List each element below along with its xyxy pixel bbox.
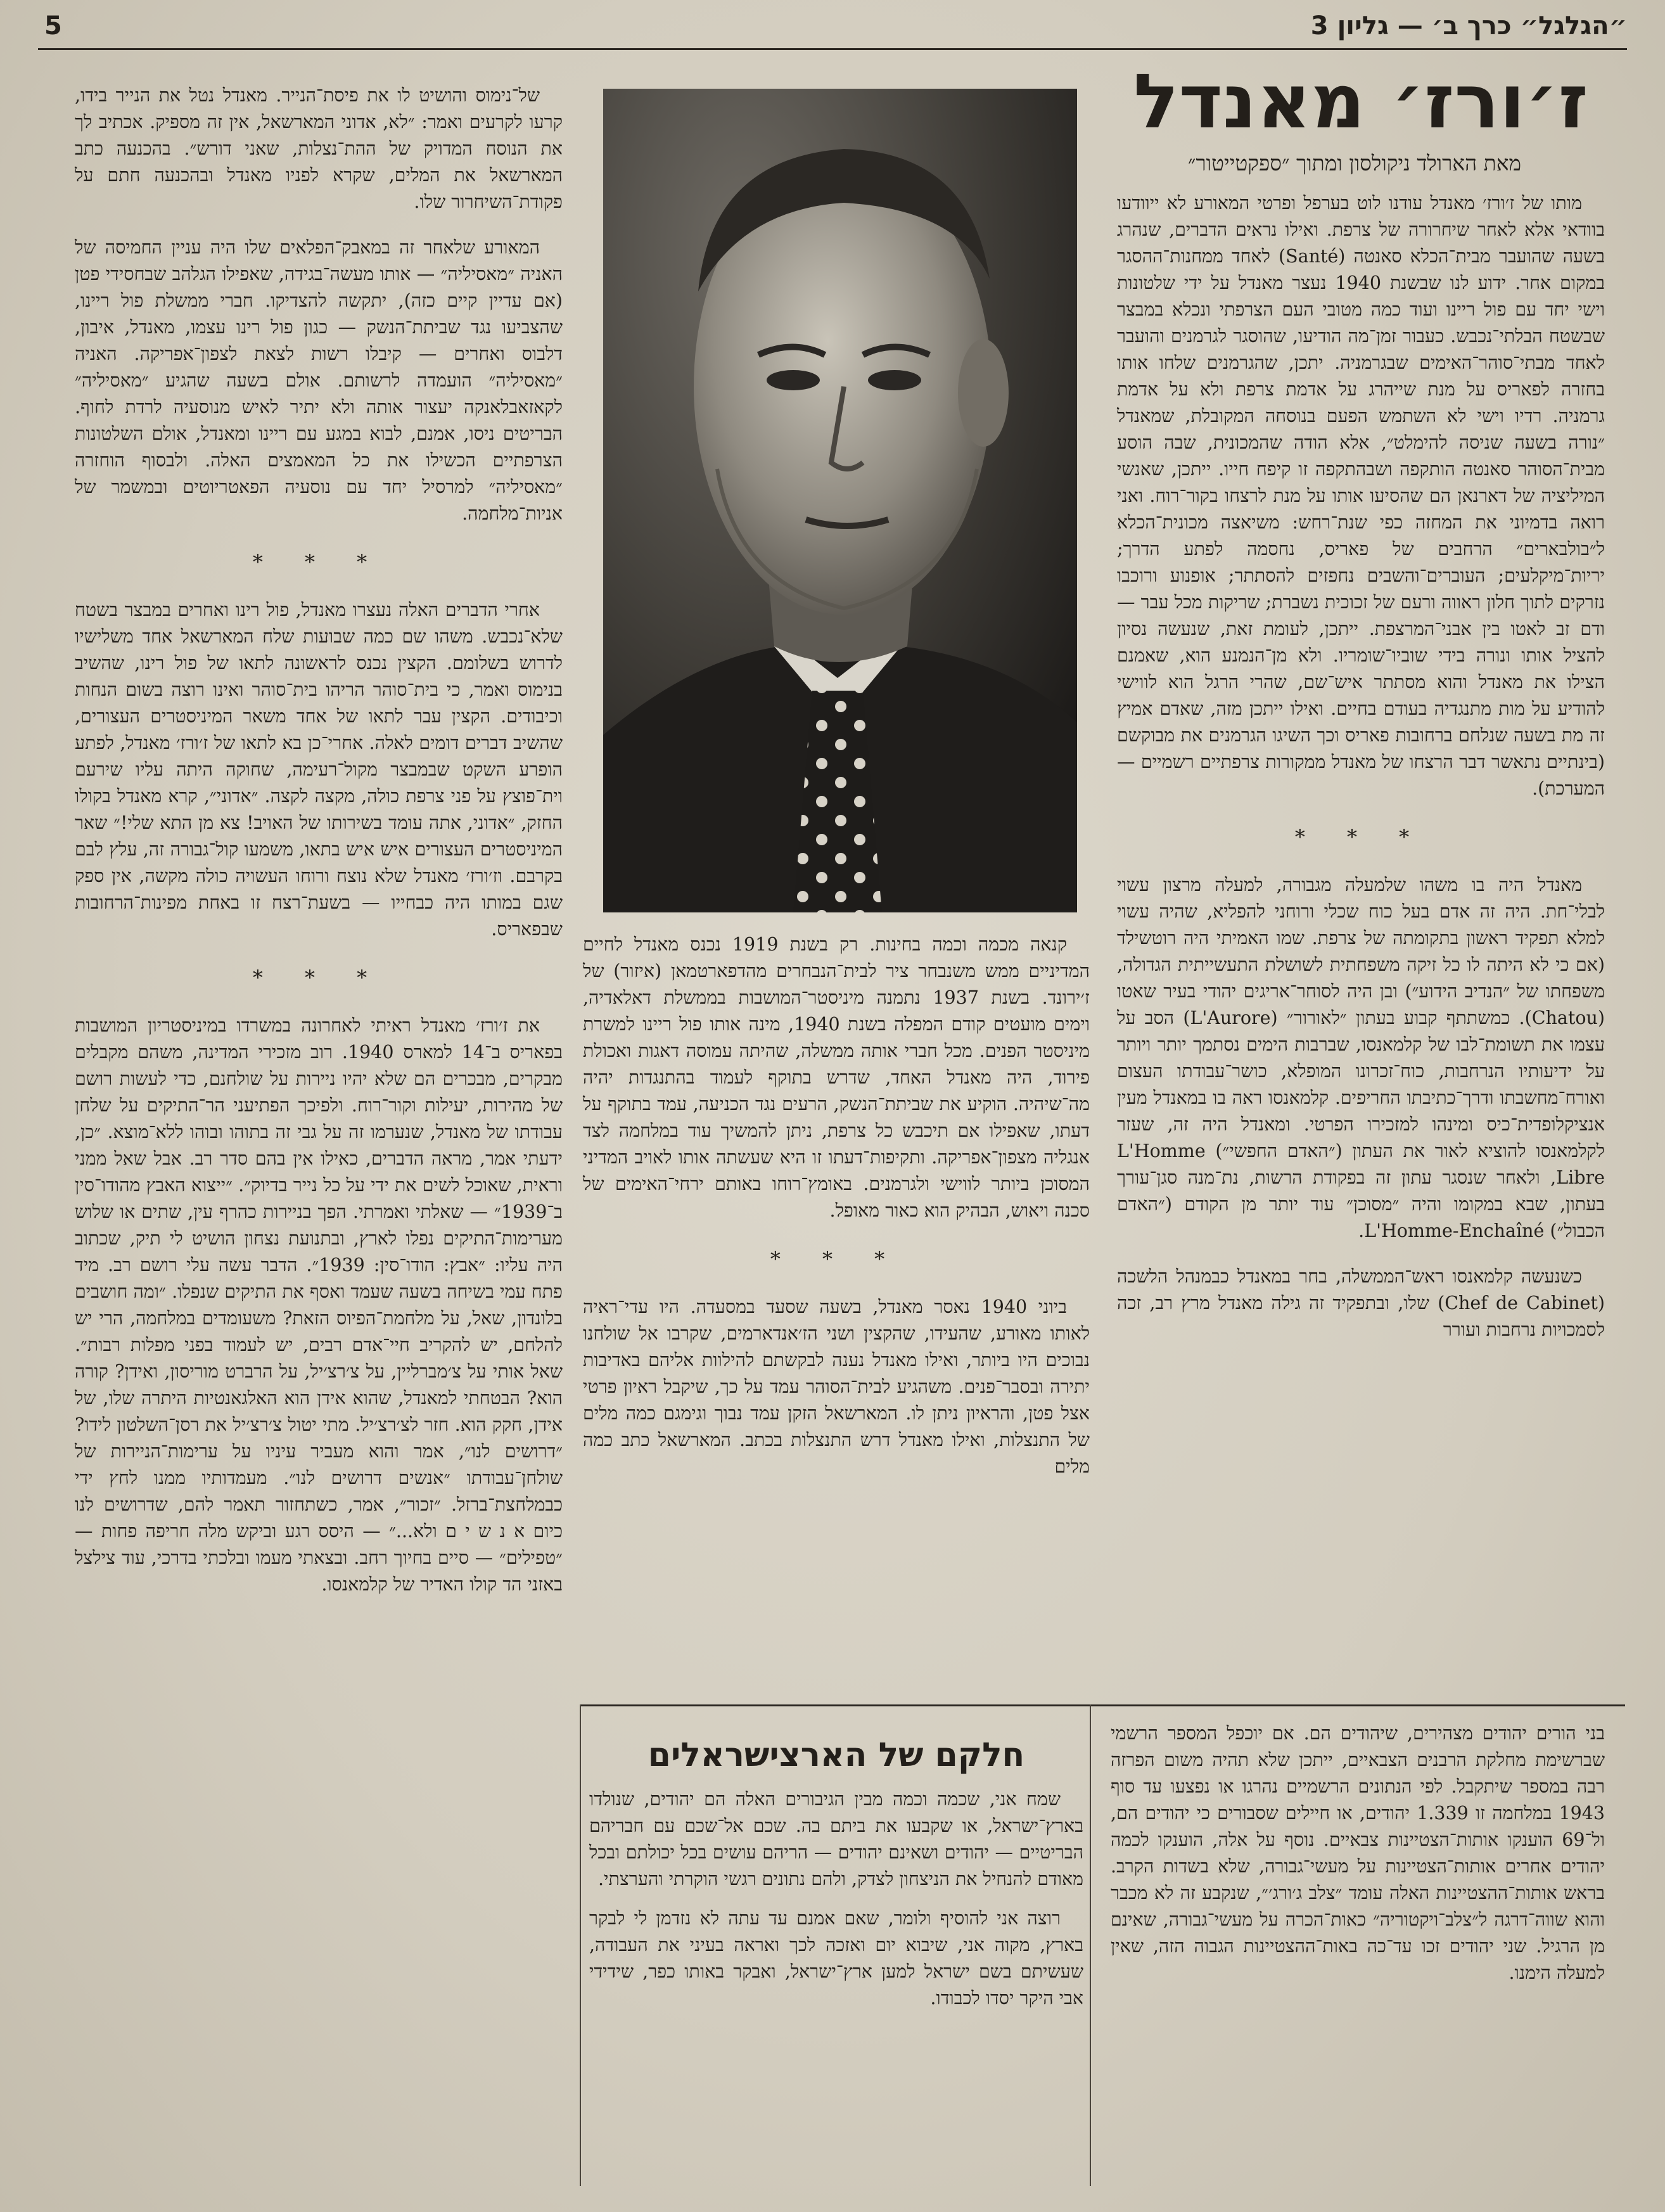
publication-title: ״הגלגל״ כרך ב׳ — גליון 3 (1310, 11, 1627, 41)
column-middle (583, 931, 1090, 1692)
paragraph: של־נימוס והושיט לו את פיסת־הנייר. מאנדל נטל את הנייר בידו, קרעו לקרעים ואמר: ״לא, אדוני המארשאל, אין זה מספיק. אכתיב לך את הנוסח המדויק של ההת־נצלות, שאני דורש״. בהכנעה כתב המארשאל את המלים, שקרא לפניו מאנדל ובהכנעה חתם על פקודת־השיחרור שלו. (75, 85, 563, 212)
paragraph: רוצה אני להוסיף ולומר, שאם אמנם עד עתה לא נזדמן לי לבקר בארץ, מקוה אני, שיבוא יום ואזכה לכך ואראה בעיני את העבודה, שעשיתם בשם ישראל למען ארץ־ישראל, ואבקר באותו כפר, שידידי אבי היקר יסדו לכבודו. (589, 1908, 1083, 2009)
column-bottom-right (1111, 1720, 1605, 2189)
paragraph: בני הורים יהודים מצהירים, שיהודים הם. אם יוכפל המספר הרשמי שברשימת מחלקת הרבנים הצבאיים, ייתכן שלא תהיה משום הפרזה רבה במספר שיתקבל. לפי הנתונים הרשמיים נהרגו או נפצעו עד סוף 1943 במלחמה זו 1.339 יהודים, או חיילים שסבורים כי יהודים הם, ול־69 הוענקו אותות־הצטיינות צבאיים. נוסף על אלה, הוענקו לכמה יהודים אחרים אותות־הצטיינות על מעשי־גבורה, שלא בשדות הקרב. בראש אותות־ההצטיינות האלה עומד ״צלב ג׳ורג׳״, שנקבע זה לא מכבר והוא שווה־דרגה ל״צלב־ויקטוריה״ כאות־הכרה על מעשי־גבורה, שאינם מן הרגיל. שני יהודים זכו עד־כה באות־ההצטיינות הגבוה הזה, שאין למעלה הימנו. (1111, 1723, 1605, 1983)
portrait-image (603, 89, 1077, 912)
paragraph: קנאה מכמה וכמה בחינות. רק בשנת 1919 נכנס מאנדל לחיים המדיניים ממש משנבחר ציר לבית־הנבחרים מהדפארטמאן (איזור) של ז׳ירונד. בשנת 1937 נתמנה מיניסטר־המושבות בממשלת דאלאדיה, וימים מועטים קודם המפלה בשנת 1940, מינה אותו פול ריינו למשרת מיניסטר הפנים. מכל חברי אותה ממשלה, שהיתה עמוסה דאגות ואכולת פירוד, היה מאנדל האחד, שדרש בתוקף לעמוד בהתנגדות יהיה מה־שיהיה. הוקיע את שביתת־הנשק, הרעים נגד הכניעה, עמד בתוקף על דעתו, שאפילו אם תיכבש כל צרפת, ניתן להמשיך עוד במלחמה לצד אנגליה מצפון־אפריקה. ותקיפות־דעתו זו היא שעשתה אותו לאויב המדיני המסוכן ביותר לווישי ולגרמנים. באומץ־רוחו באותם ירחי־האימים של סכנה ויאוש, הבהיק הוא כאור מאופל. (583, 934, 1090, 1221)
column-left (75, 82, 563, 2173)
section-divider: * * * (252, 550, 385, 574)
paragraph: המאורע שלאחר זה במאבק־הפלאים שלו היה עניין החמיסה של האניה ״מאסיליה״ — אותו מעשה־בגידה, שאפילו הגלהב שבחסידי פטן (אם עדיין קיים כזה), יתקשה להצדיקו. חברי ממשלת פול ריינו, שהצביעו נגד שביתת־הנשק — כגון פול רינו עצמו, מאנדל, איבון, דלבוס ואחרים — קיבלו רשות לצאת לצפון־אפריקה. האניה ״מאסיליה״ הועמדה לרשותם. אולם בשעה שהגיע ״מאסיליה״ לקאזאבלאנקה יעצור אותה ולא יתיר לאיש מנוסעיה לרדת לחוף. הבריטים ניסו, אמנם, לבוא במגע עם ריינו ומאנדל, אולם השלטונות הצרפתיים הכשילו את כל המאמצים האלה. ולבסוף הוחזרה ״מאסיליה״ למרסיל יחד עם נוסעיה הפאטריוטים ובמשמר של אניות־מלחמה. (75, 237, 563, 524)
page-header (38, 9, 1627, 47)
section-rule (580, 1704, 1625, 1706)
portrait-photo (603, 89, 1077, 912)
paragraph: ביוני 1940 נאסר מאנדל, בשעה שסעד במסעדה. היו עדי־ראיה לאותו מאורע, שהעידו, שהקצין ושני הז׳אנדארמים, שקרבו אל שולחנו נבוכים היו ביותר, ואילו מאנדל נענה לבקשתם להילוות אליהם באדיבות יתירה ובסבר־פנים. משהגיע לבית־הסוהר עמד על כך, שיקבל ראיון פרטי אצל פטן, והראיון ניתן לו. המארשאל הזקן עמד נבוך וגימגם כמה מלים של התנצלות, ואילו מאנדל דרש התנצלות בכתב. המארשאל כתב כמה מלים (583, 1296, 1090, 1477)
paragraph: כשנעשה קלמאנסו ראש־הממשלה, בחר במאנדל כבמנהל הלשכה (Chef de Cabinet) שלו, ובתפקיד זה גילה מאנדל מרץ רב, זכה לסמכויות נרחבות ועורר (1117, 1266, 1605, 1340)
article-title: ז׳ורז׳ מאנדל (1133, 58, 1588, 145)
column-rule (580, 1704, 581, 2186)
section-divider: * * * (1294, 825, 1427, 849)
paragraph: את ז׳ורז׳ מאנדל ראיתי לאחרונה במשרדו במיניסטריון המושבות בפאריס ב־14 למארס 1940. רוב מזכירי המדינה, משהם מקבלים מבקרים, מבכרים הם שלא יהיו ניירות על שולחנם, כדי לעשות רושם של מהירות, יעילות וקור־רוח. ולפיכך הפתיעני הר־התיקים על שלחן עבודתו של מאנדל, שנערמו זה על גבי זה בתוהו ובוהו ללא־מוצא. ״כן, ידעתי אמר, מראה הדברים, כאילו אין בהם סדר רב. אבל שאל ממני וראית, שאוכל לשים את ידי על כל נייר בדיוק״. ״ייצוא האבץ מהודו־סין ב־1939״ — שאלתי ואמרתי. הפך בניירות כהרף עין, שתים או שלוש מערימות־התיקים נפלו לארץ, ובתנועת נצחון הושיט לי תיק, שכתוב היה עליו: ״אבץ: הודו־סין: 1939״. הדבר עשה עלי רושם רב. מיד פתח עמי בשיחה בשעה שעמד ואסף את התיקים שנפלו. ״ומה חושבים בלונדון, שאל, על מלחמת־הפיוס הזאת? משעומדים במלחמה, הרי יש להלחם, יש להקריב חיי־אדם רבים, יש לעמוד בפני מפלות רבות״. שאל אותי על צ׳מברליין, על צ׳רצ׳יל, על הרברט מוריסון, ואידן? קורה הוא? הבטחתי למאנדל, שהוא אידן הוא האלגאנטיות היתרה שלו, של אידן, חקק הוא. חזר לצ׳רצ׳יל. מתי יטול צ׳רצ׳יל את רסן־השלטון לידו? ״דרושים לנו״, אמר והוא מעביר עיניו על ערימות־הניירות של שולחן־עבודתו ״אנשים דרושים לנו״. מעמדותיו ממנו לחץ ידי כבמלחצת־ברזל. ״זכור״, אמר, כשתחזור תאמר להם, שדרושים לנו כיום א נ ש י ם ולא...״ — היסס רגע וביקש מלה חריפה פחות — ״טפילים״ — סיים בחיוך רחב. ובצאתי מעמו ובלכתי בדרכי, עוד צילצל באזני הד קולו האדיר של קלמאנסו. (75, 1015, 563, 1595)
section-divider: * * * (770, 1247, 903, 1271)
paragraph: מותו של ז׳ורז׳ מאנדל עודנו לוט בערפל ופרטי המאורע לא ייוודעו בוודאי אלא לאחר שיחרורה של צרפת. ואילו נראים הדברים, שנהרג בשעה שהועבר מבית־הכלא סאנטה (Santé) לאחד ממחנות־ההסגר במקום אחר. ידוע לנו שבשנת 1940 נעצר מאנדל על ידי שלטונות וישי יחד עם פול ריינו ועוד כמה מטובי העם הצרפתי ונכלא במבצר שבשטח הבלתי־נכבש. כעבור זמן־מה הודיעו, שהוסגר לגרמנים והועבר לאחד מבתי־סוהר־האימים שבגרמניה. יתכן, שהגרמנים שלחו אותו בחזרה לפאריס על מנת שייהרג על אדמת צרפת ולא על אדמת גרמניה. רדיו וישי לא השתמש הפעם בנוסחה המקובלת, שמאנדל ״נורה בשעה שניסה להימלט״, אלא הודה שהמכונית, שבה הוסע מבית־הסוהר סאנטה הותקפה ושבהתקפה זו קיפח חייו. ייתכן, שאנשי המיליציה של דארנאן הם שהסיעו אותו על מנת לרצחו בקור־רוח. ואני רואה בדמיוני את המחזה כפי שנת־רחש: משיאצה מכונית־הכלא ל״בולבארים״ הרחבים של פאריס, נחסמה לפתע הדרך; יריות־מיקלעים; העוברים־והשבים נחפזים להסתתר; אופנוע ורוכבו נזרקים לתוך חלון ראווה ורעם של זכוכית נשברת; שריקות מכל עבר — ודם זב לאטו בין אבני־המרצפת. ייתכן, לעומת זאת, שנעשה נסיון להציל אותו ונורה בידי שוביו־שומריו. ולא מן־הנמנע הוא, שאמנם הצילו את מאנדל והוא מסתתר איש־שם, שהרי הרגל הוא לווישי להודיע על מות מתנגדיה בעודם בחיים. ואילו ייתכן מזה, שאדם אמיץ זה מת בשעה שנלחם ברחובות פאריס וכך השיגו הגרמנים את מבוקשם (בינתיים נתאשר דבר הרצחו של מאנדל ממקורות צרפתיים רשמיים — המערכת). (1117, 193, 1605, 799)
article-byline: מאת הארולד ניקולסון ומתוך ״ספקטייטור״ (1187, 151, 1522, 176)
page-number: 5 (44, 11, 62, 41)
section-divider: * * * (252, 966, 385, 990)
paragraph: מאנדל היה בו משהו שלמעלה מגבורה, למעלה מרצון עשוי לבלי־חת. היה זה אדם בעל כוח שכלי ורוחני להפליא, שהיה עשוי למלא תפקיד ראשון בתקומתה של צרפת. שמו האמיתי היה רוטשילד (אם כי לא היתה לו כל זיקה משפחתית לשושלת התעשייתית הגדולה, משפחתו של ״הנדיב הידוע״) ובן היה לסוחר־אריגים יהודי בעיר שאטו (Chatou). כמשתתף קבוע בעתון ״לאורור״ (L'Aurore) הסב על עצמו את תשומת־לבו של קלמאנסו, שברבות הימים נסתמך יותר ויותר על ידיעותיו הנרחבות, כוח־זכרונו המופלא, כושר־עבודתו העצום ואורח־מחשבתו ודרך־כתיבתו החריפים. קלמאנסו ראה בו במאנדל מעין אנציקלופדית־כיס ומינהו למזכירו הפרטי. ומאנדל היה זה, שעזר לקלמאנסו להוציא לאור את העתון (״האדם החפשי״) L'Homme Libre, ולאחר שנסגר עתון זה בפקודת הרשות, נת־מנה סגן־עורך בעתון, שבא במקומו והיה ״מסוכן״ עוד יותר מן הקודם (״האדם הכבול״) L'Homme-Enchaîné. (1117, 874, 1605, 1241)
column-rule (1090, 1704, 1091, 2186)
section-heading: חלקם של הארצישראלים (648, 1736, 1025, 1774)
column-right (1117, 190, 1605, 1692)
header-rule (38, 48, 1627, 50)
paragraph: שמח אני, שכמה וכמה מבין הגיבורים האלה הם יהודים, שנולדו בארץ־ישראל, או שקבעו את ביתם בה. שכם אל־שכם עם חבריהם הבריטיים — יהודים ושאינם יהודים — הריהם עושים בכל יכולתם ובכל מאודם להנחיל את הניצחון לצדק, ולהם נתונים רגשי הוקרתי והערצתי. (589, 1789, 1083, 1889)
column-bottom-middle (589, 1733, 1083, 2189)
paragraph: אחרי הדברים האלה נעצרו מאנדל, פול רינו ואחרים במבצר בשטח שלא־נכבש. משהו שם כמה שבועות שלח המארשאל אחד משלישיו לדרוש בשלומם. הקצין נכנס לראשונה לתאו של פול רינו, שהשיב בנימוס ואמר, כי בית־סוהר הריהו בית־סוהר ואינו רוצה בשום הנחות וכיבודים. הקצין עבר לתאו של אחד משאר המיניסטרים העצורים, שהשיב דברים דומים לאלה. אחרי־כן בא לתאו של ז׳ורז׳ מאנדל, לפתע הופרע השקט שבמבצר מקול־רעימה, שחוקה היתה עליו שירעם וית־פוצץ על פני צרפת כולה, מקצה לקצה. ״אדוני״, קרא מאנדל בקולו החזק, ״אדוני, אתה עומד בשירותו של האויב! צא מן התא שלי!״ שאר המיניסטרים העצורים איש איש בתאו, משמעו קול־גבורה זה, עלץ לבם בקרבם. וז׳ורז׳ מאנדל שלא נוצח ורוחו העשויה כולה מקשה, אין ספק שגם במותו היה כבחייו — בשעת־רצח זו באחת מפינות־הרחובות שבפאריס. (75, 599, 563, 940)
